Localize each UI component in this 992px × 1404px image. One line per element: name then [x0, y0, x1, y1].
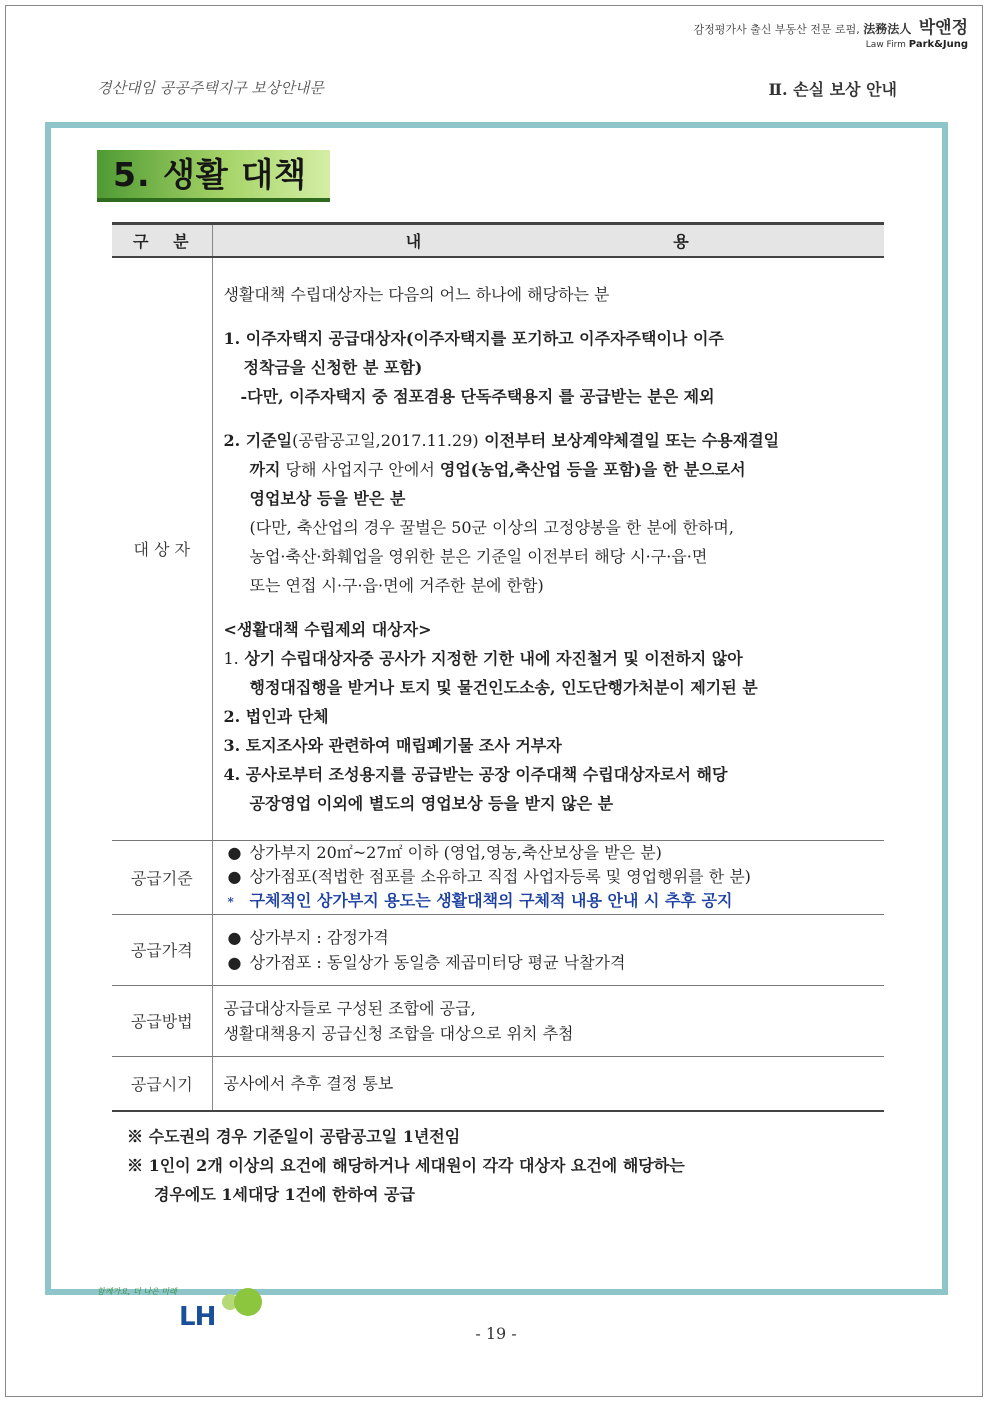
- category-supply-method: 공급방법: [112, 985, 212, 1056]
- supply-standard-bullet2: ● 상가점포(적법한 점포를 소유하고 직접 사업자등록 및 영업행위를 한 분): [224, 865, 885, 889]
- table-header-row: [112, 224, 884, 258]
- brand-firm-name: 박앤정: [918, 18, 968, 38]
- target-item2-line2: 까지 당해 사업지구 안에서 영업(농업,축산업 등을 포함)을 한 분으로서: [249, 459, 746, 479]
- supply-time-line1: 공사에서 추후 결정 통보: [223, 1073, 394, 1093]
- footnote-1: ※ 수도권의 경우 기준일이 공람공고일 1년전임: [127, 1127, 461, 1146]
- footnotes: [127, 1122, 685, 1209]
- lh-logo-circle-icon: [234, 1288, 262, 1316]
- document-header-section: Ⅱ. 손실 보상 안내: [768, 80, 897, 99]
- table-row-supply-standard: [112, 840, 884, 914]
- header-content: 내 용: [212, 224, 884, 258]
- target-item2-paren3: 또는 연접 시·구·읍·면에 거주한 분에 한함): [249, 575, 544, 595]
- target-item1-line3: -다만, 이주자택지 중 점포겸용 단독주택용지 를 공급받는 분은 제외: [240, 386, 715, 406]
- supply-standard-bullet1: ● 상가부지 20㎡~27㎡ 이하 (영업,영농,축산보상을 받은 분): [224, 841, 885, 865]
- brand-sub-prefix: Law Firm: [865, 40, 906, 50]
- target-item1-line2: 정착금을 신청한 분 포함): [243, 357, 423, 377]
- category-supply-standard: 공급기준: [112, 840, 212, 914]
- category-target: 대 상 자: [112, 257, 212, 840]
- table-row-supply-price: [112, 914, 884, 985]
- target-item2-paren1: (다만, 축산업의 경우 꿀벌은 50군 이상의 고정양봉을 한 분에 한하며,: [249, 517, 734, 537]
- lh-logo-text: LH: [179, 1302, 216, 1332]
- table-row-supply-method: [112, 985, 884, 1056]
- footnote-2-line1: ※ 1인이 2개 이상의 요건에 해당하거나 세대원이 각각 대상자 요건에 해당하는: [127, 1156, 685, 1175]
- target-item1-line1: 1. 이주자택지 공급대상자(이주자택지를 포기하고 이주자주택이나 이주: [223, 328, 724, 348]
- content-target: [212, 257, 884, 840]
- footnote-2-line2: 경우에도 1세대당 1건에 한하여 공급: [154, 1185, 415, 1204]
- content-supply-time: [212, 1056, 884, 1111]
- excluded-item3: 3. 토지조사와 관련하여 매립폐기물 조사 거부자: [223, 735, 562, 755]
- living-measures-table: [112, 222, 884, 1112]
- content-supply-method: [212, 985, 884, 1056]
- category-supply-price: 공급가격: [112, 914, 212, 985]
- content-supply-price: [212, 914, 884, 985]
- supply-price-bullet1: ● 상가부지 : 감정가격: [224, 925, 885, 950]
- excluded-item1-line1: 1. 상기 수립대상자중 공사가 지정한 기한 내에 자진철거 및 이전하지 않아: [223, 648, 743, 668]
- lh-slogan: 함께가요, 더 나은 미래: [97, 1287, 177, 1296]
- brand-firm-hanja: 法務法人: [863, 22, 912, 36]
- supply-method-line2: 생활대책용지 공급신청 조합을 대상으로 위치 추첨: [223, 1023, 574, 1043]
- excluded-item4-line2: 공장영업 이외에 별도의 영업보상 등을 받지 않은 분: [249, 793, 614, 813]
- excluded-item2: 2. 법인과 단체: [223, 706, 329, 726]
- excluded-item4-line1: 4. 공사로부터 조성용지를 공급받는 공장 이주대책 수립대상자로서 해당: [223, 764, 728, 784]
- bullet-icon: ●: [227, 866, 242, 886]
- brand-tagline: 감정평가사 출신 부동산 전문 로펌,: [693, 23, 860, 36]
- bullet-icon: ●: [227, 952, 242, 972]
- law-firm-brand: [693, 20, 968, 50]
- document-header-title: 경산대임 공공주택지구 보상안내문: [97, 79, 324, 97]
- target-intro: 생활대책 수립대상자는 다음의 어느 하나에 해당하는 분: [223, 284, 610, 304]
- header-category: 구 분: [112, 224, 212, 258]
- table-row-target: [112, 257, 884, 840]
- bullet-icon: ●: [227, 842, 242, 862]
- page-number: - 19 -: [475, 1324, 517, 1343]
- table-row-supply-time: [112, 1056, 884, 1111]
- supply-method-line1: 공급대상자들로 구성된 조합에 공급,: [223, 998, 476, 1018]
- target-item2-line3: 영업보상 등을 받은 분: [249, 488, 406, 508]
- section-title: 5. 생활 대책: [97, 150, 330, 202]
- target-item2-paren2: 농업·축산·화훼업을 영위한 분은 기준일 이전부터 해당 시·구·읍·면: [249, 546, 708, 566]
- supply-price-bullet2: ● 상가점포 : 동일상가 동일층 제곱미터당 평균 낙찰가격: [224, 950, 885, 975]
- bullet-icon: ●: [227, 927, 242, 947]
- category-supply-time: 공급시기: [112, 1056, 212, 1111]
- content-supply-standard: [212, 840, 884, 914]
- excluded-title: <생활대책 수립제외 대상자>: [223, 619, 432, 639]
- target-item2-line1: 2. 기준일(공람공고일,2017.11.29) 이전부터 보상계약체결일 또는 수용재결일: [223, 430, 780, 450]
- brand-firm-english: Park&Jung: [908, 39, 968, 50]
- supply-standard-note: * 구체적인 상가부지 용도는 생활대책의 구체적 내용 안내 시 추후 공지: [227, 890, 733, 910]
- excluded-item1-line2: 행정대집행을 받거나 토지 및 물건인도소송, 인도단행가처분이 제기된 분: [249, 677, 758, 697]
